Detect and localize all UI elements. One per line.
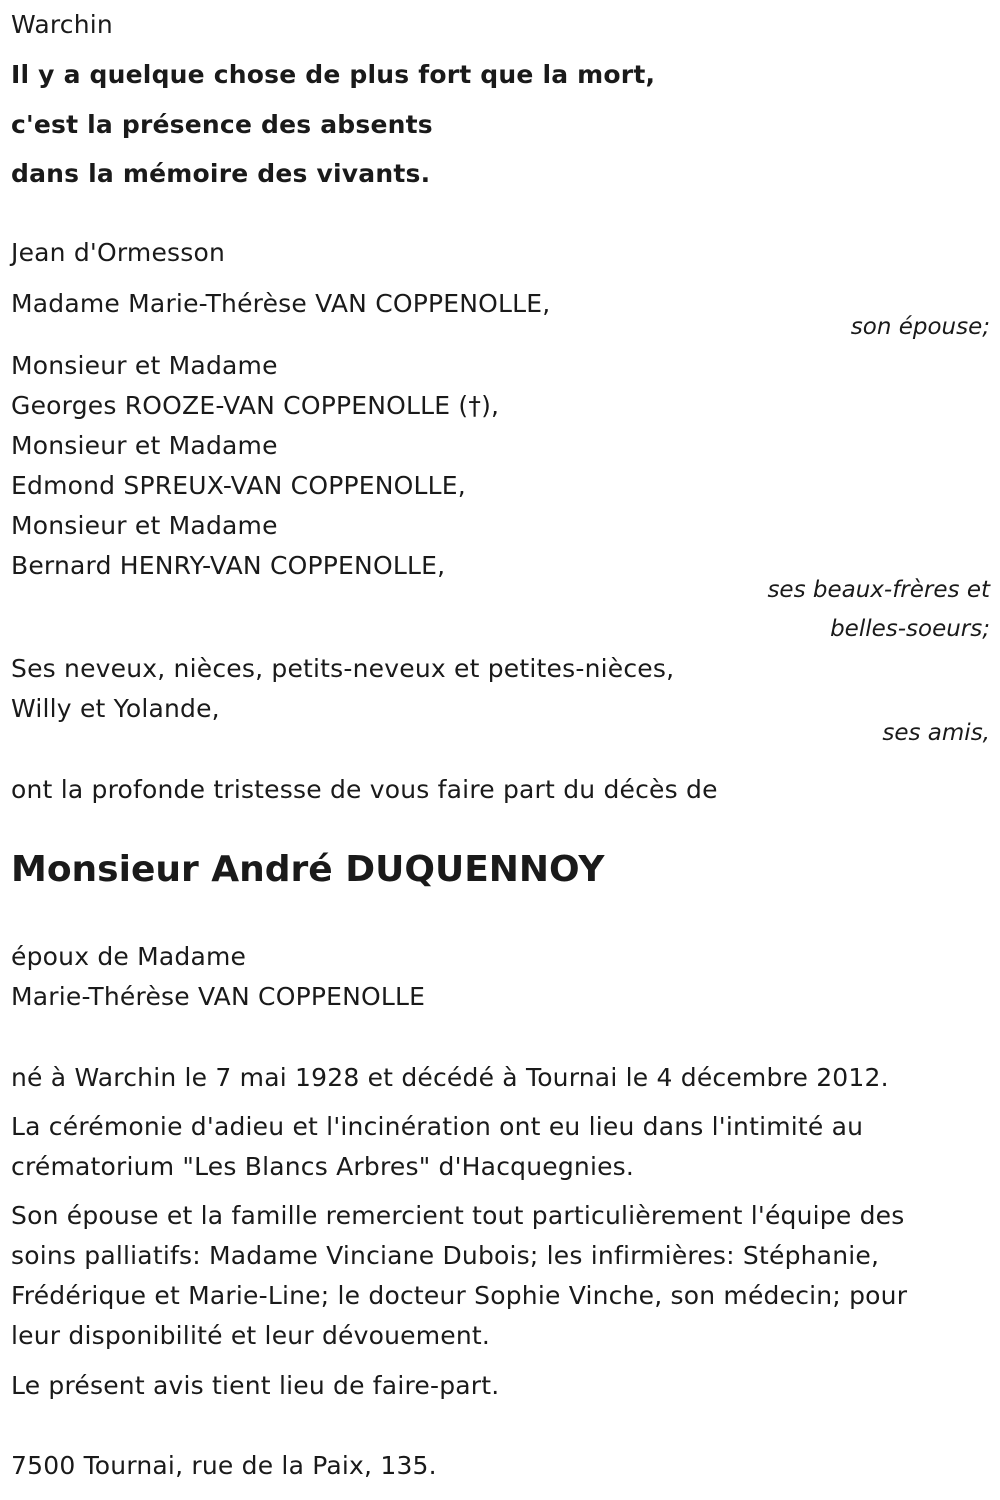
spouse-line: Madame Marie-Thérèse VAN COPPENOLLE, (11, 289, 551, 318)
announcement: ont la profonde tristesse de vous faire part du décès de (11, 775, 718, 804)
friends-role: ses amis, (882, 720, 990, 746)
others-line-1: Ses neveux, nièces, petits-neveux et petites-nièces, (11, 654, 675, 683)
inlaws-line-3: Monsieur et Madame (11, 431, 278, 460)
thanks-line-1: Son épouse et la famille remercient tout particulièrement l'équipe des (11, 1201, 905, 1230)
inlaws-line-1: Monsieur et Madame (11, 351, 278, 380)
deceased-name: Monsieur André DUQUENNOY (11, 849, 605, 890)
spouse-of-line-2: Marie-Thérèse VAN COPPENOLLE (11, 982, 426, 1011)
address: 7500 Tournai, rue de la Paix, 135. (11, 1451, 437, 1480)
inlaws-role-1: ses beaux-frères et (767, 577, 990, 603)
quote-author: Jean d'Ormesson (11, 238, 226, 267)
ceremony-line-2: crématorium "Les Blancs Arbres" d'Hacquegnies. (11, 1152, 635, 1181)
notice: Le présent avis tient lieu de faire-part. (11, 1371, 500, 1400)
spouse-role: son épouse; (850, 314, 990, 340)
inlaws-line-5: Monsieur et Madame (11, 511, 278, 540)
spouse-of-line-1: époux de Madame (11, 942, 247, 971)
thanks-line-3: Frédérique et Marie-Line; le docteur Sophie Vinche, son médecin; pour (11, 1281, 908, 1310)
thanks-line-4: leur disponibilité et leur dévouement. (11, 1321, 491, 1350)
inlaws-line-4: Edmond SPREUX-VAN COPPENOLLE, (11, 471, 466, 500)
thanks-line-2: soins palliatifs: Madame Vinciane Dubois; les infirmières: Stéphanie, (11, 1241, 880, 1270)
others-line-2: Willy et Yolande, (11, 694, 220, 723)
inlaws-role-2: belles-soeurs; (830, 616, 990, 642)
quote-line-1: Il y a quelque chose de plus fort que la mort, (11, 60, 656, 89)
born-died: né à Warchin le 7 mai 1928 et décédé à Tournai le 4 décembre 2012. (11, 1063, 889, 1092)
place-header: Warchin (11, 10, 113, 39)
quote-line-3: dans la mémoire des vivants. (11, 159, 431, 188)
inlaws-line-2: Georges ROOZE-VAN COPPENOLLE (†), (11, 391, 500, 420)
inlaws-line-6: Bernard HENRY-VAN COPPENOLLE, (11, 551, 446, 580)
quote-line-2: c'est la présence des absents (11, 110, 433, 139)
ceremony-line-1: La cérémonie d'adieu et l'incinération ont eu lieu dans l'intimité au (11, 1112, 864, 1141)
